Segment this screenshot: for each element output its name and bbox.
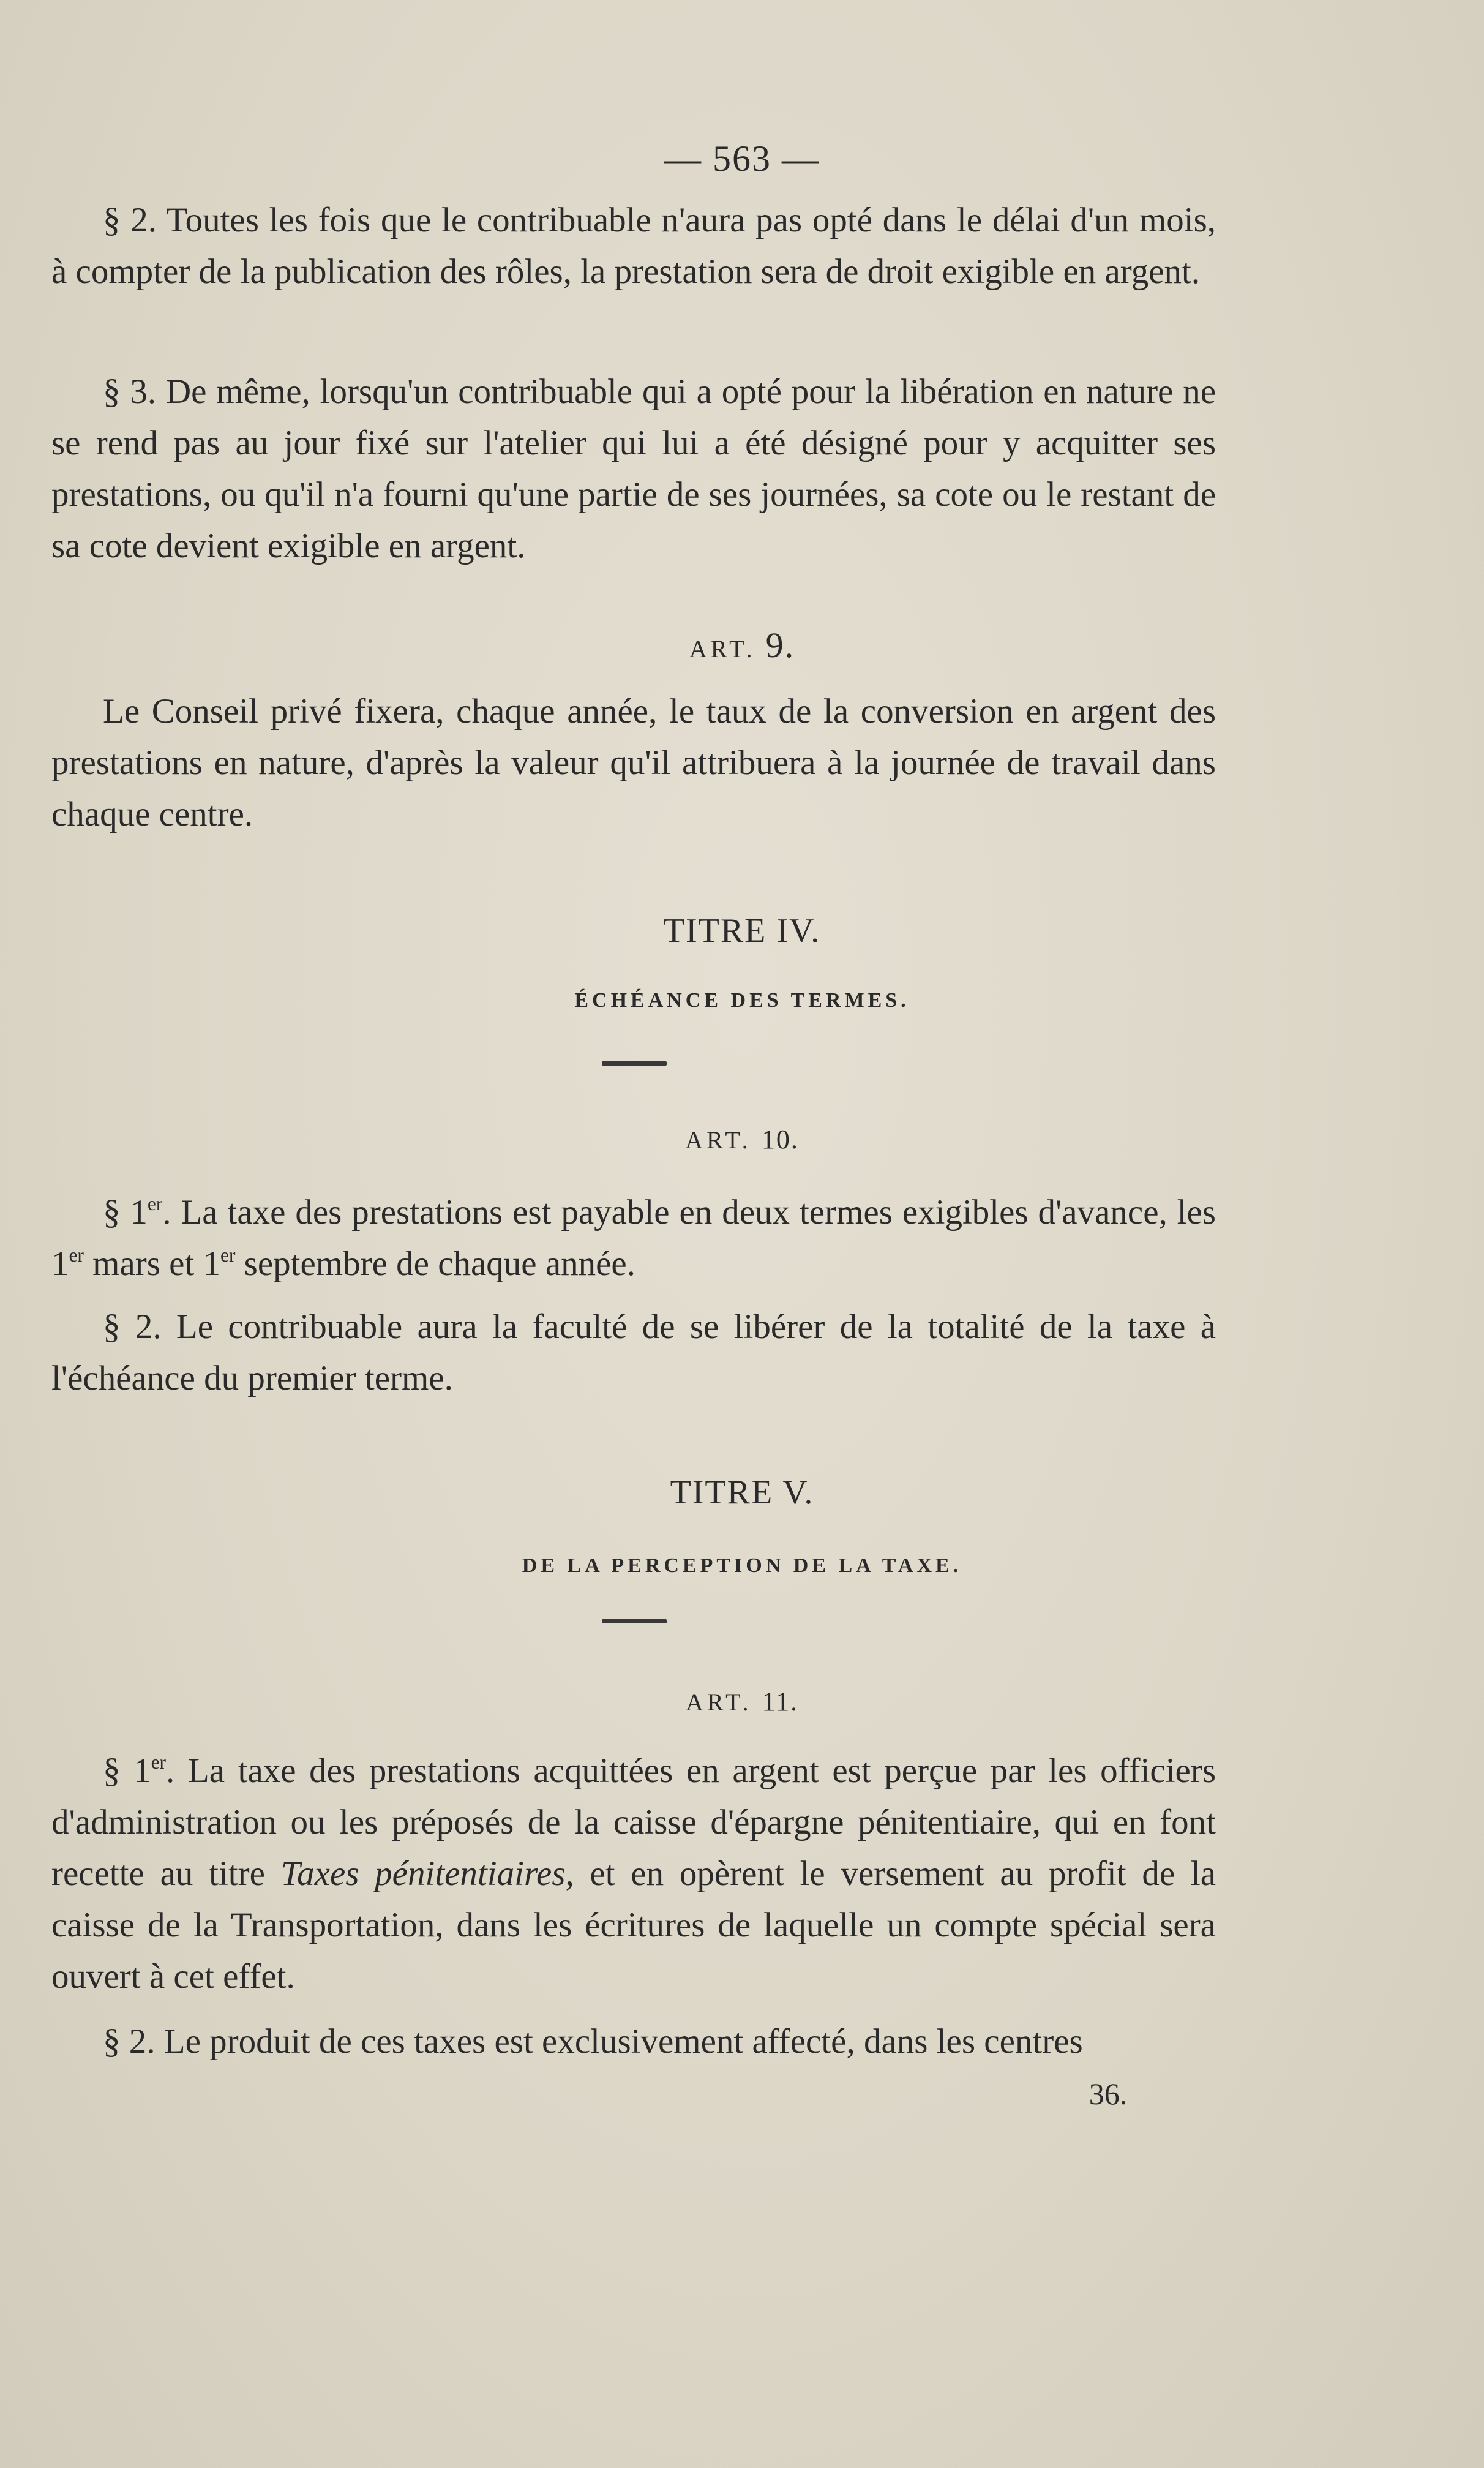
superscript: er (69, 1244, 84, 1266)
art11-paragraph-1 (51, 1745, 1216, 2003)
section-mark: § 2. (103, 2022, 156, 2061)
paragraph-text: Toutes les fois que le contribuable n'aura pas opté dans le délai d'un mois, à compter de la publication des rôles, la prestation sera de droit exigible en argent. (51, 201, 1216, 291)
art10-paragraph-2 (51, 1301, 1216, 1404)
titre-iv-title: TITRE IV. (663, 912, 821, 950)
paragraph-text: . La taxe des prestations est payable en deux termes exigibles d'avance, les 1 (51, 1193, 1216, 1283)
titre-iv-subtitle: ÉCHÉANCE DES TERMES. (574, 989, 910, 1012)
italic-text: Taxes pénitentiaires (280, 1854, 566, 1893)
article-number: 11. (762, 1687, 798, 1717)
article-label: ART. (689, 635, 756, 663)
printer-signature-mark: 36. (1089, 2077, 1128, 2111)
paragraph-text: mars et 1 (83, 1244, 221, 1283)
article-10-heading (0, 1124, 1484, 1155)
paragraph-text: Le contribuable aura la faculté de se libérer de la totalité de la taxe à l'échéance du premier terme. (51, 1307, 1216, 1398)
article-9-heading (0, 625, 1484, 666)
section-mark: § 2. (103, 1307, 162, 1346)
article-number: 9. (765, 625, 795, 665)
art8-paragraph-3 (51, 366, 1216, 572)
paragraph-text: septembre de chaque année. (235, 1244, 635, 1283)
article-label: ART. (685, 1688, 752, 1716)
section-divider (602, 1061, 667, 1066)
art9-paragraph (51, 686, 1216, 840)
section-divider (602, 1619, 667, 1623)
section-mark: § 1 (103, 1193, 148, 1232)
superscript: er (147, 1193, 163, 1215)
article-label: ART. (685, 1126, 752, 1154)
paragraph-text: Le Conseil privé fixera, chaque année, le taux de la conversion en argent des prestations en nature, d'après la valeur qu'il attribuera à la journée de travail dans chaque centre. (51, 692, 1216, 833)
titre-v-subtitle: DE LA PERCEPTION DE LA TAXE. (522, 1554, 962, 1577)
superscript: er (151, 1751, 166, 1774)
art8-paragraph-2 (51, 195, 1216, 298)
art11-paragraph-2 (51, 2016, 1216, 2067)
section-mark: § 2. (103, 201, 157, 239)
art10-paragraph-1 (51, 1187, 1216, 1290)
article-number: 10. (761, 1124, 799, 1154)
titre-v-title: TITRE V. (670, 1473, 814, 1511)
page-number: — 563 — (664, 138, 820, 179)
paragraph-text: De même, lorsqu'un contribuable qui a opté pour la libération en nature ne se rend pas au jour fixé sur l'atelier qui lui a été désigné pour y acquitter ses prestations, ou qu'il n'a fourni qu'une partie de ses journées, sa cote ou le restant de sa cote devient exigible en argent. (51, 372, 1216, 565)
paragraph-text: Le produit de ces taxes est exclusivement affecté, dans les centres (163, 2022, 1083, 2061)
paragraph-text: , et en opèrent le versement au profit de la caisse de la Transportation, dans les écritures de laquelle un compte spécial sera ouvert à cet effet. (51, 1854, 1216, 1996)
article-11-heading (0, 1686, 1484, 1717)
section-mark: § 3. (103, 372, 157, 411)
superscript: er (220, 1244, 236, 1266)
paragraph-text: . La taxe des prestations acquittées en argent est perçue par les officiers d'administration ou les préposés de la caisse d'épargne pénitentiaire, qui en font recette au titre (51, 1751, 1216, 1893)
section-mark: § 1 (103, 1751, 151, 1790)
